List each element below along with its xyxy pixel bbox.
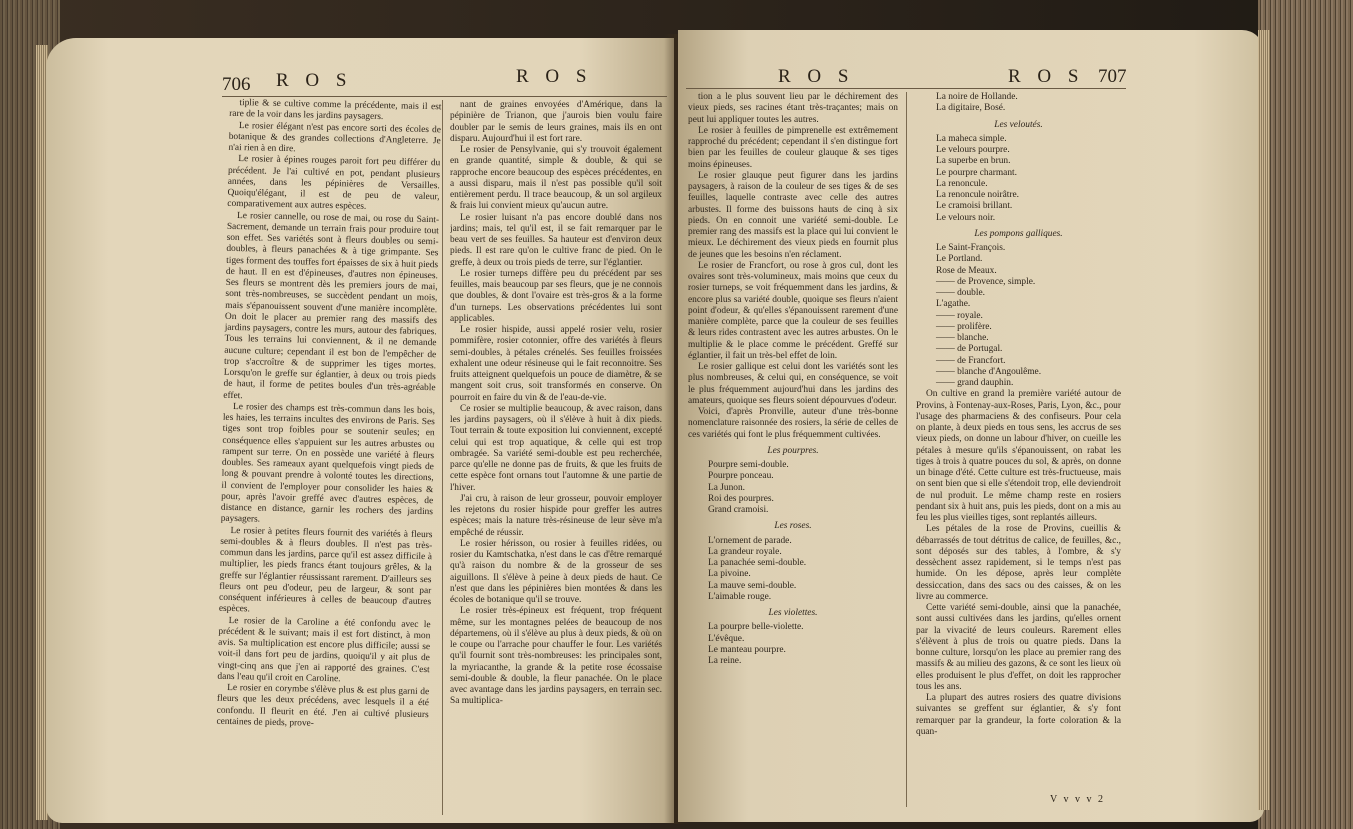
paragraph: Le rosier hérisson, ou rosier à feuilles ridées, ou rosier du Kamtschatka, n'est dans le cas d'être remarqué qu'à raison du nombre & de la grosseur de ses aiguillons. Il s'élève à peine à deux pieds de haut. Ce n'est que dans les pépinières bien montées & dans les écoles de botanique qu'il se trouve. bbox=[450, 538, 662, 605]
paragraph: Le rosier gallique est celui dont les variétés sont les plus nombreuses, & celui qui, en conséquence, se voit le plus fréquemment aujourd'hui dans les jardins des amateurs, quoique ses fleurs soient dépourvues d'odeur. bbox=[688, 362, 898, 406]
book-edge-right bbox=[1258, 0, 1353, 829]
list-item: Le velours pourpre. bbox=[936, 145, 1010, 155]
paragraph: Cette variété semi-double, ainsi que la panachée, sont aussi cultivées dans les jardins, qu'elles ornent par la vivacité de leurs couleurs. Rarement elles s'élèvent à plus de trois ou quatre pieds. Dans la bonne culture, lorsqu'on les place au premier rang des massifs & au milieu des gazons, & ce sont les lieux où elles produisent le plus d'effet, on doit les rapprocher tous les ans. bbox=[916, 603, 1121, 692]
list-item: La noire de Hollande. bbox=[936, 92, 1018, 102]
paragraph: Le rosier très-épineux est fréquent, trop fréquent même, sur les montagnes pelées de beaucoup de nos départemens, où il s'élève au plus à deux pieds, & où on le coupe ou l'arrache pour chauffer le four. Les variétés qu'il fournit sont très-nombreuses: les principales sont, la myriacanthe, la grande & la petite rose écossaise semi-double & double, la fleur panachée. On le place avec avantage dans les jardins paysagers, en terrain sec. Sa multiplica- bbox=[450, 606, 662, 707]
column-rule bbox=[442, 100, 443, 815]
paragraph: On cultive en grand la première variété autour de Provins, à Fontenay-aux-Roses, Paris, Lyon, &c., pour l'usage des pharmaciens & des confiseurs. Pour cela on plante, à deux pieds en tous sens, les accrus de ses vieux pieds, on donne un labour d'hiver, on cueille les pétales à mesure qu'ils s'épanouissent, on rabat les tiges à trois à quatre pouces du sol, & après, on donne un binage d'été. Cette culture est très-fructueuse, mais on sent bien que si elle s'étendoit trop, elle deviendroit de nul produit. Le même champ reste en rosiers pendant six à huit ans, puis les pieds, dont on a mis au feu les plus vieilles tiges, sont replantés ailleurs. bbox=[916, 389, 1121, 523]
list-item: Le velours noir. bbox=[936, 212, 996, 223]
list-item: Le manteau pourpre. bbox=[708, 644, 786, 655]
list-item: Pourpre semi-double. bbox=[708, 460, 789, 470]
list-item: La grandeur royale. bbox=[708, 546, 782, 557]
paragraph: Le rosier hispide, aussi appelé rosier velu, rosier pommifère, rosier cotonnier, offre des variétés à fleurs semi-doubles, à pétales crénelés. Ses feuilles froissées exhalent une odeur résineuse qui le fait reconnoitre. Ses fruits atteignent quelquefois un pouce de diamètre, & se mangent soit crus, soit transformés en conserve. On pourroit en faire du vin & de l'eau-de-vie. bbox=[450, 325, 662, 403]
list-item: La Junon. bbox=[708, 482, 745, 493]
text-column-1 bbox=[688, 92, 898, 812]
list-item: —— royale. bbox=[936, 310, 983, 321]
header-rule bbox=[222, 96, 667, 97]
paragraph: Le rosier luisant n'a pas encore doublé dans nos jardins; mais, tel qu'il est, il se fait remarquer par le beau vert de ses feuilles. Sa hauteur est d'environ deux pieds. Il est rare qu'on le cultive franc de pied. On le greffe, à deux ou trois pieds de terre, sur l'églantier. bbox=[450, 212, 662, 268]
paragraph: Le rosier à épines rouges paroit fort peu différer du précédent. Je l'ai cultivé en pot, pendant plusieurs années, dans les pépinières de Versailles. Quoiqu'élégant, il est de peu de valeur, comparativement aux autres espèces. bbox=[227, 154, 441, 212]
section-heading: Les roses. bbox=[774, 521, 812, 532]
running-header: R O S bbox=[1008, 66, 1085, 87]
paragraph: La plupart des autres rosiers des quatre divisions suivantes se greffent sur églantier, & s'y font remarquer par la grandeur, la forte coloration & la quan- bbox=[916, 693, 1121, 737]
signature-mark: V v v v 2 bbox=[1050, 794, 1106, 805]
left-page bbox=[46, 38, 674, 823]
section-heading: Les pompons galliques. bbox=[974, 228, 1063, 239]
list-item: —— de Francfort. bbox=[936, 355, 1006, 366]
paragraph: Le rosier turneps diffère peu du précédent par ses feuilles, mais beaucoup par ses fleurs, que je ne connois que doubles, & dont l'ovaire est très-gros & a la forme d'un turneps. Les observations précédentes lui sont applicables. bbox=[450, 268, 662, 324]
list-item: —— blanche. bbox=[936, 333, 989, 343]
right-page bbox=[678, 30, 1264, 822]
list-item: La mauve semi-double. bbox=[708, 580, 797, 591]
paragraph: Voici, d'après Pronville, auteur d'une très-bonne nomenclature raisonnée des rosiers, la série de celles de ces variétés qui font le plus fréquemment cultivées. bbox=[688, 407, 898, 440]
list-item: —— de Provence, simple. bbox=[936, 276, 1036, 287]
paragraph: Le rosier de la Caroline a été confondu avec le précédent & le suivant; mais il est fort distinct, à mon avis. Sa multiplication est encore plus difficile; aussi se voit-il dans fort peu de jardins, quoiqu'il y ait plus de vingt-cinq ans que j'en ai rapporté des graines. C'est dans l'eau qu'il croit en Caroline. bbox=[217, 615, 431, 685]
list-item: La superbe en brun. bbox=[936, 156, 1011, 167]
list-item: La pivoine. bbox=[708, 569, 751, 580]
paragraph: tion a le plus souvent lieu par le déchirement des vieux pieds, ses racines étant très-traçantes; mais on peut lui appliquer toutes les autres. bbox=[688, 92, 898, 125]
list-item: La maheca simple. bbox=[936, 133, 1007, 144]
paragraph: Les pétales de la rose de Provins, cueillis & débarrassés de tout détritus de calice, de feuilles, &c., sont déposés sur des tables, à l'ombre, & s'y dessèchent assez rapidement, si le temps n'est pas humide. On les dépose, après leur complète dessiccation, dans des sacs ou des caisses, & on les livre au commerce. bbox=[916, 524, 1121, 602]
paragraph: nant de graines envoyées d'Amérique, dans la pépinière de Trianon, que j'aurois bien voulu faire doubler par le semis de leurs graines, mais ils en ont disparu. Aujourd'hui il est fort rare. bbox=[450, 100, 662, 144]
paragraph: Le rosier en corymbe s'élève plus & est plus garni de fleurs que les deux précédens, avec lesquels il a été confondu. Il fleurit en été. J'en ai cultivé plusieurs centaines de pieds, prove- bbox=[216, 682, 430, 729]
list-item: La renoncule. bbox=[936, 178, 988, 189]
section-heading: Les violettes. bbox=[768, 608, 818, 618]
text-column-1 bbox=[214, 98, 441, 822]
list-item: La reine. bbox=[708, 656, 742, 666]
paragraph: Le rosier de Francfort, ou rose à gros cul, dont les ovaires sont très-volumineux, mais moins que ceux du rosier turneps, se voit fréquemment dans les jardins, & encore plus sa variété double, quoique ses fleurs n'aient point d'odeur, & qu'elles s'épanouissent rarement d'une manière complète, parce que la couleur de ses feuilles & leurs rides contrastent avec les autres arbustes. On le multiplie & le place comme le précédent. Greffé sur églantier, il fait un très-bel effet de loin. bbox=[688, 260, 898, 361]
list-item: La renoncule noirâtre. bbox=[936, 190, 1020, 200]
paragraph: Ce rosier se multiplie beaucoup, & avec raison, dans les jardins paysagers, où il s'élève à huit à dix pieds. Tout terrain & toute exposition lui conviennent, excepté celui qui est trop aquatique, & celle qui est trop ombragée. Sa variété semi-double est peu recherchée, parce qu'elle ne donne pas de fruits, & que les fruits de cette espèce font ornans tout l'automne & une partie de l'hiver. bbox=[450, 403, 662, 493]
list-item: —— prolifère. bbox=[936, 321, 992, 332]
list-item: —— double. bbox=[936, 288, 985, 298]
list-item: Pourpre ponceau. bbox=[708, 471, 774, 482]
paragraph: Le rosier élégant n'est pas encore sorti des écoles de botanique & des grandes collections d'Angleterre. Je n'ai rien à en dire. bbox=[228, 120, 442, 155]
page-number: 707 bbox=[1098, 66, 1127, 87]
list-item: La digitaire, Bosé. bbox=[936, 103, 1006, 114]
list-item: L'agathe. bbox=[936, 299, 971, 310]
running-header: R O S bbox=[778, 66, 855, 87]
paragraph: Le rosier glauque peut figurer dans les jardins paysagers, à raison de la couleur de ses tiges & de ses feuilles, laquelle contraste avec celle des autres arbustes. Il forme des buissons hauts de cinq à six pieds. On en connoit une variété semi-double. Le premier rang des massifs est la place qui lui convient le mieux. Le déchirement des vieux pieds en fournit plus de jeunes que les besoins n'en réclament. bbox=[688, 170, 898, 260]
paragraph: Le rosier de Pensylvanie, qui s'y trouvoit également en grande quantité, simple & double, & qui se rapproche encore beaucoup des espèces précédentes, en a aussi disparu, mais il n'est pas possible qu'il soit entièrement perdu. Il trace beaucoup, & un sol argileux & frais lui convient mieux qu'aucun autre. bbox=[450, 145, 662, 212]
running-header: R O S bbox=[276, 70, 353, 91]
list-item: L'évêque. bbox=[708, 633, 745, 644]
list-item: Rose de Meaux. bbox=[936, 265, 997, 276]
running-header: R O S bbox=[516, 66, 593, 87]
section-heading: Les pourpres. bbox=[767, 445, 819, 456]
list-item: La pourpre belle-violette. bbox=[708, 622, 804, 633]
paragraph: Le rosier cannelle, ou rose de mai, ou rose du Saint-Sacrement, demande un terrain frais pour produire tout son effet. Ses variétés sont à fleurs doubles ou semi-doubles, à fleurs panachées & à tige grimpante. Ses tiges forment des touffes fort épaisses de six à huit pieds de haut. Il en est d'épineuses, d'autres non épineuses. Ses fleurs se montrent dès les premiers jours de mai, sont très-nombreuses, se succèdent pendant un mois, mais s'épanouissent souvent d'une manière incomplète. On doit le placer au premier rang des massifs des jardins paysagers, contre les murs, autour des fabriques. Tous les terrains lui conviennent, & il ne demande aucune culture; cependant il est bon de l'empêcher de trop s'accroître & de supprimer les tiges mortes. Lorsqu'on le greffe sur églantier, à deux ou trois pieds de haut, il forme de petites boules d'un très-agréable effet. bbox=[223, 210, 440, 401]
list-item: Roi des pourpres. bbox=[708, 493, 774, 504]
column-rule bbox=[906, 92, 907, 807]
list-item: Le cramoisi brillant. bbox=[936, 201, 1013, 212]
paragraph: J'ai cru, à raison de leur grosseur, pouvoir employer les rejetons du rosier hispide pour greffer les autres espèces; mais la nature très-résineuse de leur sève m'a empêché de réussir. bbox=[450, 493, 662, 538]
text-column-2 bbox=[916, 92, 1121, 792]
paragraph: Le rosier à feuilles de pimprenelle est extrêmement rapproché du précédent; cependant il s'en distingue fort bien par les feuilles de couleur glauque & ses tiges moins épineuses. bbox=[688, 125, 898, 170]
list-item: Le Saint-François. bbox=[936, 243, 1006, 253]
list-item: L'ornement de parade. bbox=[708, 535, 792, 546]
list-item: —— de Portugal. bbox=[936, 344, 1003, 355]
text-column-2 bbox=[450, 100, 662, 820]
paragraph: Le rosier à petites fleurs fournit des variétés à fleurs semi-doubles & à fleurs doubles. Il n'est pas très-commun dans les jardins, parce qu'il est assez difficile à multiplier, les pieds francs étant toujours grêles, & la greffe sur l'églantier réussissant rarement. D'ailleurs ses fleurs ont peu d'odeur, peu de largeur, & sont par conséquent inférieures à celles de beaucoup d'autres espèces. bbox=[218, 525, 433, 615]
list-item: Grand cramoisi. bbox=[708, 505, 769, 515]
list-item: —— blanche d'Angoulême. bbox=[936, 366, 1042, 377]
list-item: Le Portland. bbox=[936, 254, 983, 265]
list-item: Le pourpre charmant. bbox=[936, 167, 1017, 178]
list-item: —— grand dauphin. bbox=[936, 378, 1014, 388]
paragraph: tiplie & se cultive comme la précédente, mais il est rare de la voir dans les jardins paysagers. bbox=[229, 98, 442, 123]
list-item: L'aimable rouge. bbox=[708, 591, 772, 602]
section-heading: Les veloutés. bbox=[994, 119, 1043, 130]
page-number: 706 bbox=[222, 74, 251, 95]
header-rule bbox=[686, 88, 1126, 89]
paragraph: Le rosier des champs est très-commun dans les bois, les haies, les terrains incultes des environs de Paris. Ses tiges sont trop foibles pour se soutenir seules; en conséquence elles s'appuient sur les autres arbustes ou rampent sur terre. On en possède une variété à fleurs doubles. Ses rameaux ayant quelquefois vingt pieds de long & pouvant prendre à volonté toutes les directions, il convient de l'employer pour consolider les haies & pour, après l'avoir greffé avec d'autres espèces, de distance en distance, garnir les rochers des jardins paysagers. bbox=[220, 401, 436, 525]
page-stack-right bbox=[1258, 30, 1270, 810]
list-item: La panachée semi-double. bbox=[708, 558, 807, 568]
